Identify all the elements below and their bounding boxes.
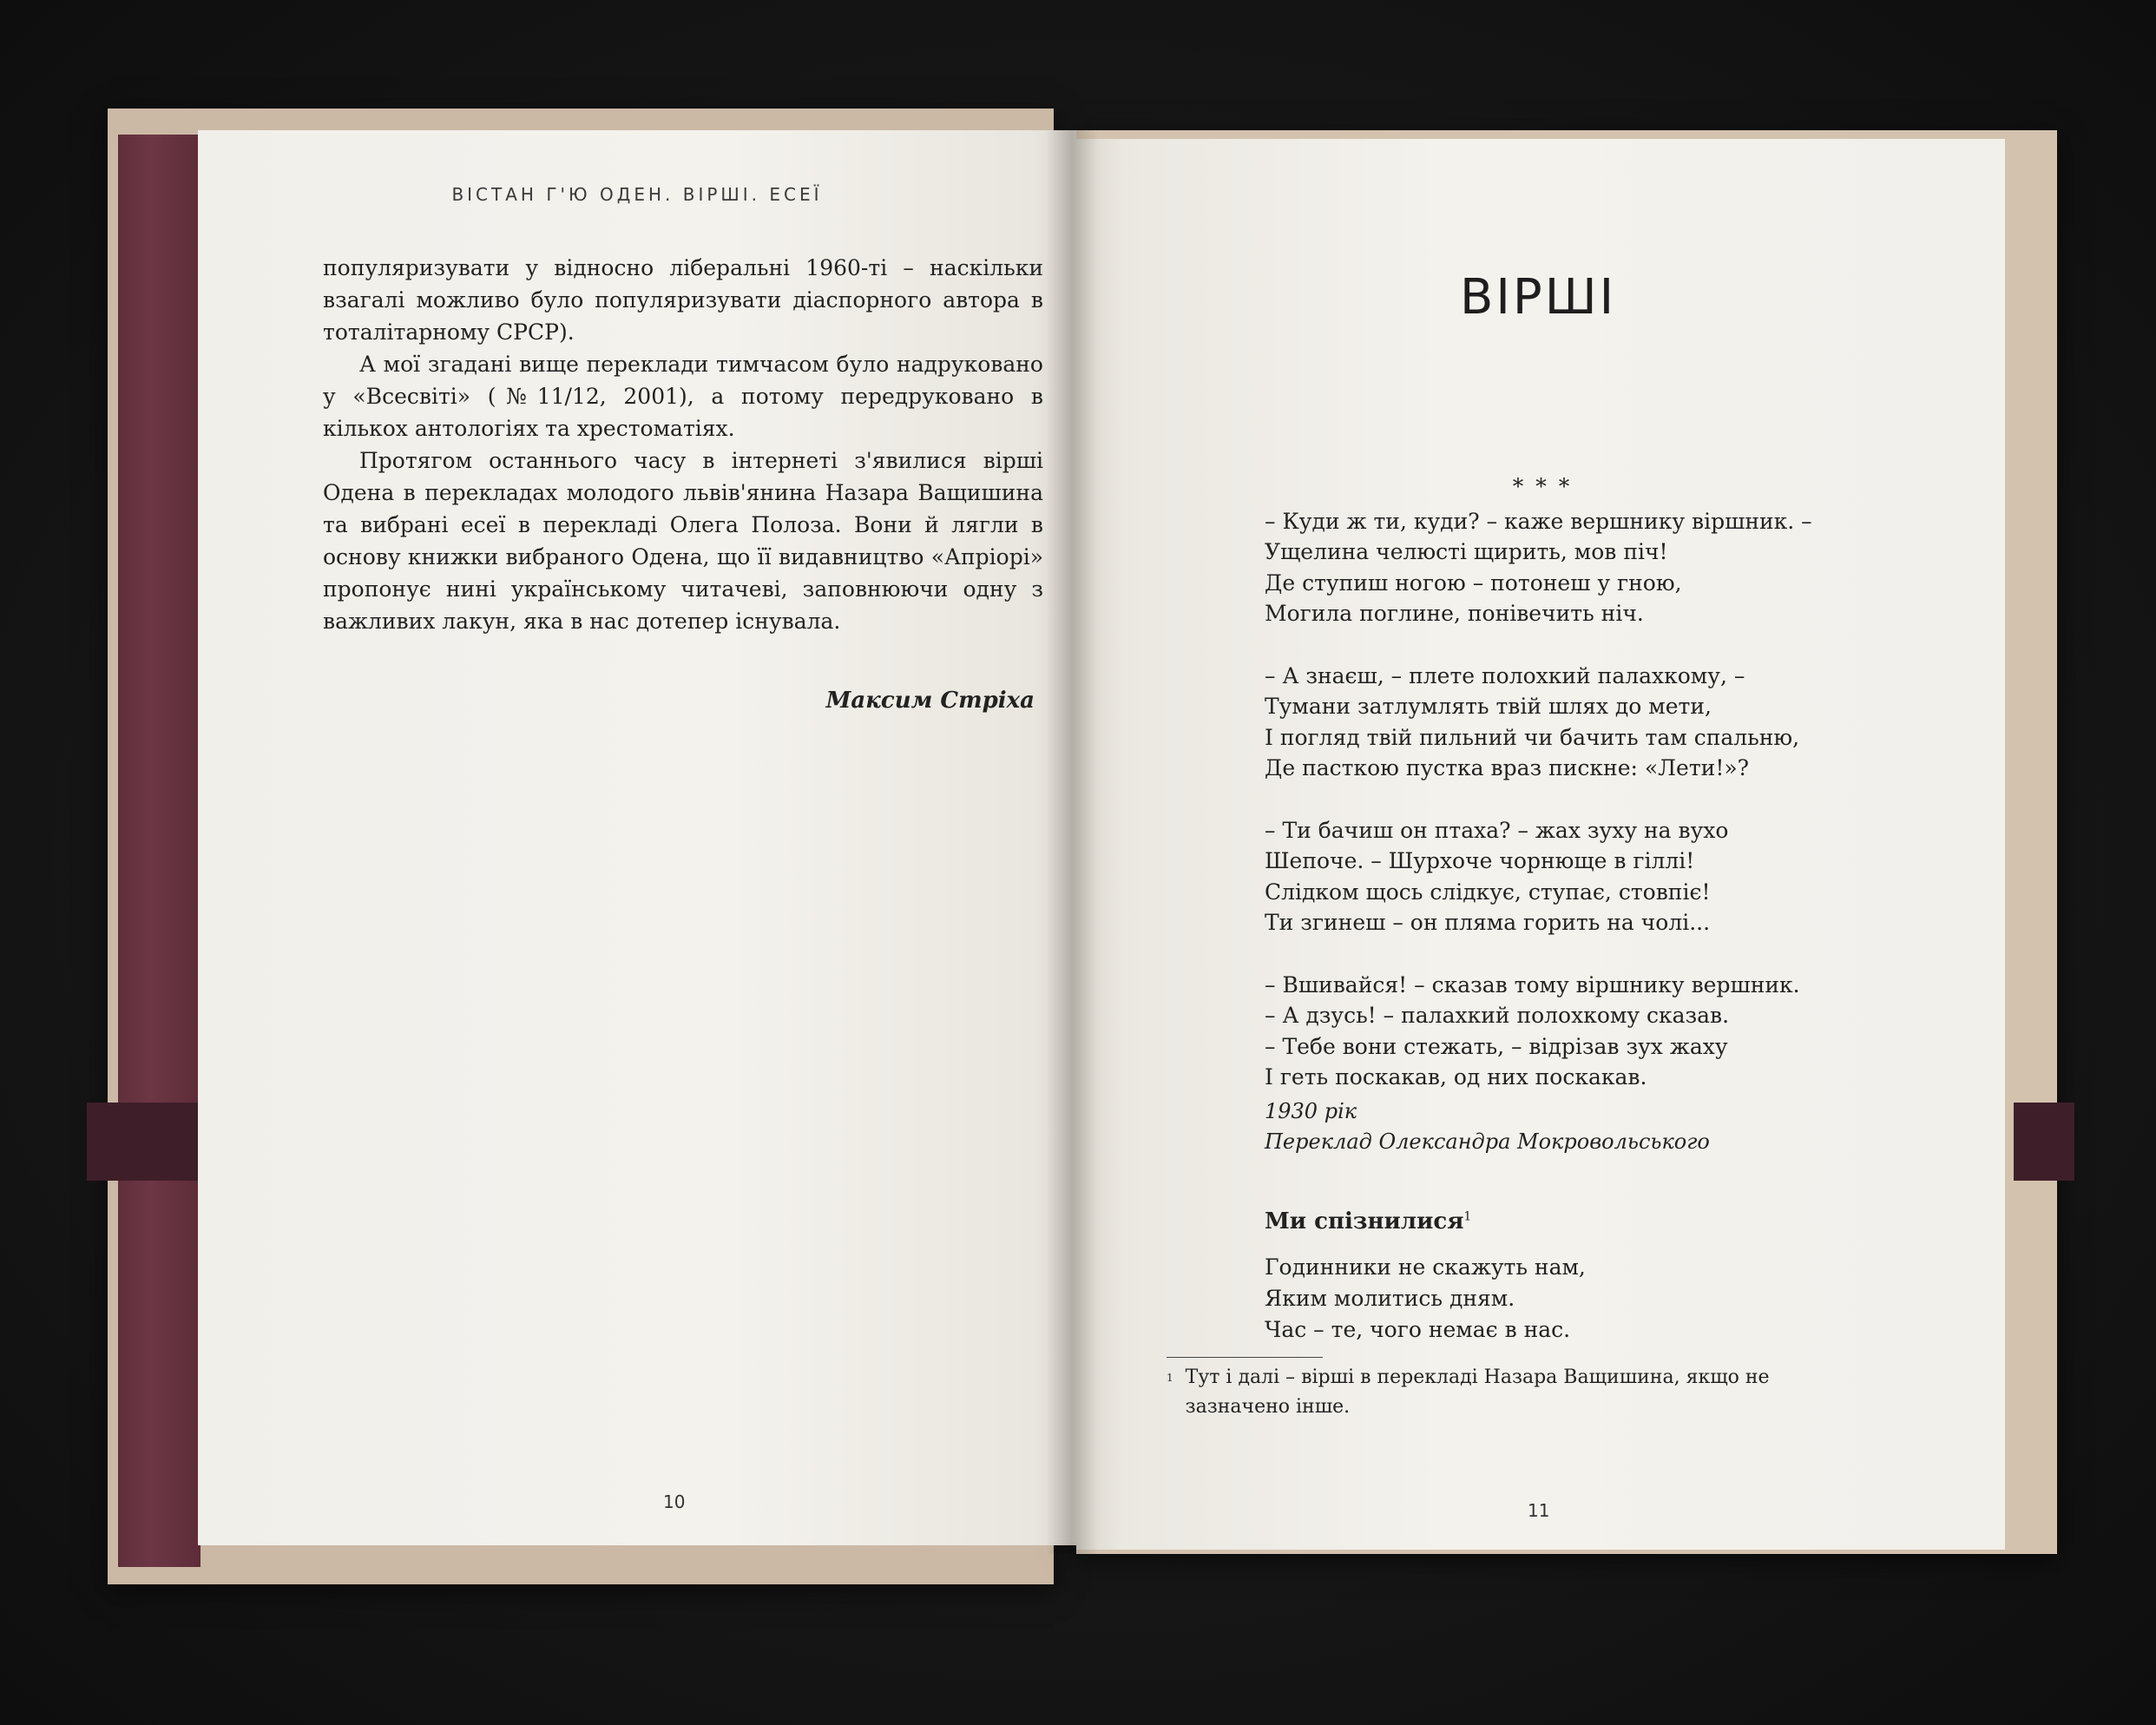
poem-line: – Куди ж ти, куди? – каже вершнику віршник. – (1265, 508, 1812, 534)
poem-line: Шепоче. – Шурхоче чорнюще в гіллі! (1265, 848, 1695, 873)
left-page (198, 130, 1076, 1545)
cover-band (118, 135, 200, 1567)
bookmark-ribbon-left (87, 1103, 208, 1181)
poem-line: Де пасткою пустка враз пискне: «Лети!»? (1265, 755, 1750, 780)
left-page-body (323, 252, 1043, 637)
footnote-divider (1167, 1357, 1323, 1358)
poem-line: Яким молитись дням. (1265, 1286, 1515, 1311)
poem-title-text: Ми спізнилися (1265, 1208, 1464, 1234)
footnote (1167, 1363, 1878, 1422)
page-number: 10 (663, 1491, 686, 1512)
stanza (1265, 661, 1959, 784)
footnote-number: 1 (1167, 1372, 1173, 1384)
poem-translator: Переклад Олександра Мокровольського (1265, 1129, 1710, 1154)
poem-line: І геть поскакав, од них поскакав. (1265, 1064, 1647, 1090)
poem-line: І погляд твій пильний чи бачить там спальню, (1265, 724, 1800, 750)
stanza (1265, 815, 1959, 938)
stanza (1265, 506, 1959, 629)
paragraph: А мої згадані вище переклади тимчасом було надруковано у «Всесвіті» (№11/12, 2001), а потому передруковано в кількох антологіях та хрестоматіях. (323, 352, 1043, 441)
footnote-marker: 1 (1463, 1209, 1472, 1224)
poem-line: – А дзусь! – палахкий полохкому сказав. (1265, 1003, 1730, 1028)
section-title: ВІРШІ (1460, 269, 1617, 326)
paragraph: Протягом останнього часу в інтернеті з'явилися вірші Одена в перекладах молодого львів'янина Назара Ващишина та вибрані есеї в перекладі Олега Полоза. Вони й лягли в основу книжки вибраного Одена, що її видавництво «Апріорі» пропонує нині українському читачеві, заповнюючи одну з важливих лакун, яка в нас дотепер існувала. (323, 448, 1043, 634)
author-signature: Максим Стріха (825, 688, 1035, 714)
poem-line: – А знаєш, – плете полохкий палахкому, – (1265, 662, 1745, 688)
poem-title (1265, 1208, 1471, 1234)
poem (1265, 471, 1959, 1158)
footnote-text: Тут і далі – вірші в перекладі Назара Ващишина, якщо не зазначено інше. (1185, 1366, 1770, 1418)
paragraph: популяризувати у відносно ліберальні 1960-ті – наскільки взагалі можливо було популяризувати діаспорного автора в тоталітарному СРСР). (323, 255, 1043, 345)
poem (1265, 1252, 1586, 1346)
right-page (1076, 139, 2005, 1550)
poem-line: Годинники не скажуть нам, (1265, 1254, 1586, 1280)
running-head: ВІСТАН Г'Ю ОДЕН. ВІРШІ. ЕСЕЇ (451, 184, 823, 205)
poem-line: Де ступиш ногою – потонеш у гною, (1265, 570, 1682, 596)
stanza (1265, 970, 1959, 1093)
poem-line: – Ти бачиш он птаха? – жах зуху на вухо (1265, 817, 1729, 843)
poem-line: Слідком щось слідкує, ступає, стовпіє! (1265, 879, 1711, 905)
poem-line: Ти згинеш – он пляма горить на чолі... (1265, 910, 1711, 935)
poem-line: Час – те, чого немає в нас. (1265, 1317, 1571, 1342)
poem-line: Могила поглине, понівечить ніч. (1265, 601, 1644, 626)
page-number: 11 (1528, 1500, 1550, 1521)
book-spine (1046, 130, 1098, 1554)
poem-line: – Вшивайся! – сказав тому віршнику вершник. (1265, 971, 1800, 997)
bookmark-ribbon-right (2014, 1103, 2074, 1181)
poem-line: – Тебе вони стежать, – відрізав зух жаху (1265, 1033, 1728, 1059)
poem-year: 1930 рік (1265, 1098, 1357, 1123)
poem-line: Ущелина челюсті щирить, мов піч! (1265, 539, 1668, 564)
poem-asterisks: * * * (1512, 474, 1573, 499)
poem-line: Тумани затлумлять твій шлях до мети, (1265, 694, 1712, 719)
